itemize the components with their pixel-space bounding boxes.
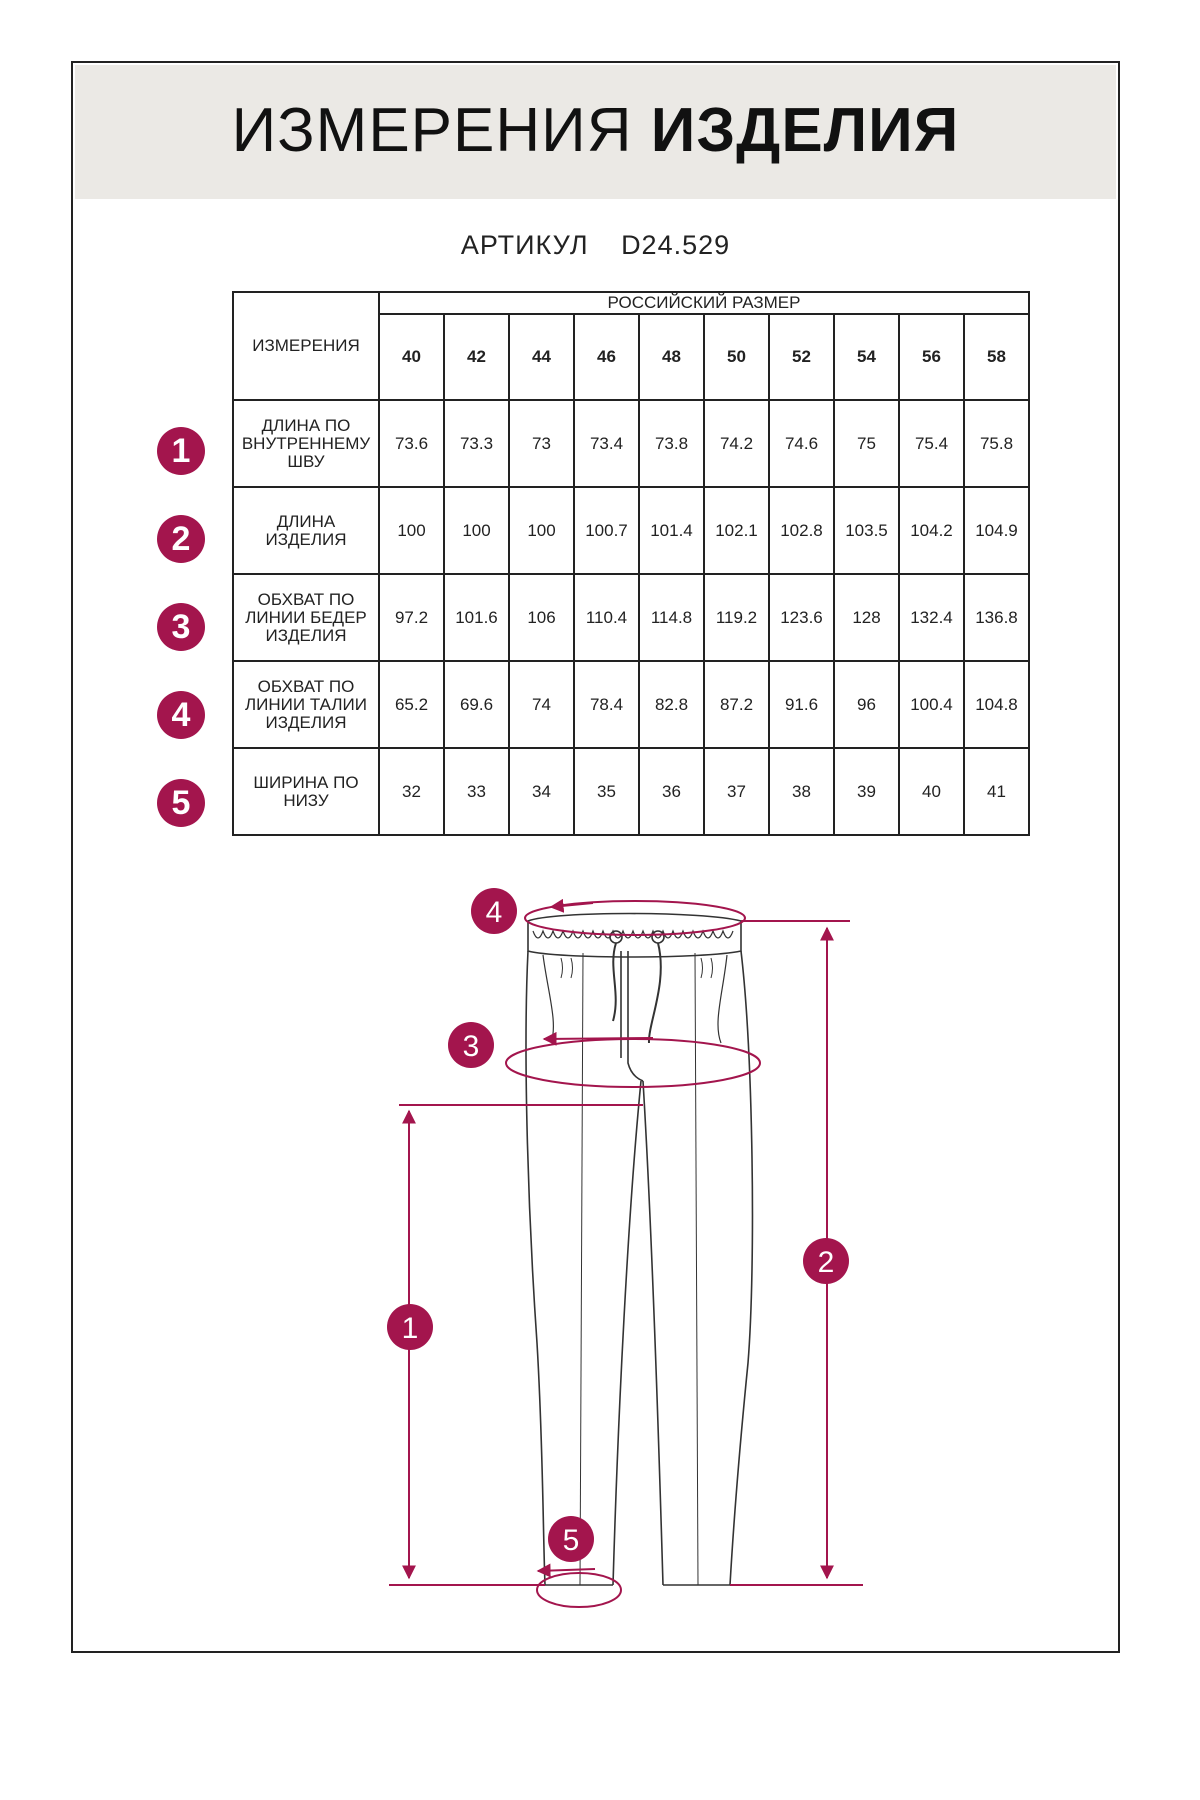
row-label: ДЛИНА ПО ВНУТРЕННЕМУ ШВУ bbox=[233, 400, 379, 487]
table-cell: 75 bbox=[834, 400, 899, 487]
article-label: АРТИКУЛ bbox=[460, 230, 589, 260]
table-cell: 100.7 bbox=[574, 487, 639, 574]
table-cell: 132.4 bbox=[899, 574, 964, 661]
table-cell: 100 bbox=[444, 487, 509, 574]
size-header: 44 bbox=[509, 314, 574, 400]
size-header: 56 bbox=[899, 314, 964, 400]
table-cell: 123.6 bbox=[769, 574, 834, 661]
table-cell: 75.8 bbox=[964, 400, 1029, 487]
table-cell: 87.2 bbox=[704, 661, 769, 748]
table-cell: 100 bbox=[379, 487, 444, 574]
table-cell: 73 bbox=[509, 400, 574, 487]
table-cell: 91.6 bbox=[769, 661, 834, 748]
title-bold: ИЗДЕЛИЯ bbox=[650, 96, 960, 165]
table-cell: 106 bbox=[509, 574, 574, 661]
table-cell: 96 bbox=[834, 661, 899, 748]
table-cell: 69.6 bbox=[444, 661, 509, 748]
diagram-label-2 bbox=[803, 1238, 849, 1284]
label-5-text: 5 bbox=[562, 1524, 580, 1557]
row-label: ШИРИНА ПО НИЗУ bbox=[233, 748, 379, 835]
size-header: 40 bbox=[379, 314, 444, 400]
row-number-badge: 3 bbox=[157, 603, 205, 651]
table-cell: 73.6 bbox=[379, 400, 444, 487]
table-cell: 101.6 bbox=[444, 574, 509, 661]
row-label: ОБХВАТ ПО ЛИНИИ ТАЛИИ ИЗДЕЛИЯ bbox=[233, 661, 379, 748]
diagram-label-3 bbox=[448, 1022, 494, 1068]
table-cell: 101.4 bbox=[639, 487, 704, 574]
table-cell: 102.8 bbox=[769, 487, 834, 574]
row-number-badge: 1 bbox=[157, 427, 205, 475]
size-header: 46 bbox=[574, 314, 639, 400]
size-header: 52 bbox=[769, 314, 834, 400]
table-cell: 119.2 bbox=[704, 574, 769, 661]
label-2-text: 2 bbox=[817, 1246, 835, 1279]
table-cell: 36 bbox=[639, 748, 704, 835]
table-cell: 37 bbox=[704, 748, 769, 835]
size-chart-card bbox=[71, 61, 1120, 1653]
table-cell: 103.5 bbox=[834, 487, 899, 574]
table-cell: 75.4 bbox=[899, 400, 964, 487]
row-number-badge: 4 bbox=[157, 691, 205, 739]
table-cell: 102.1 bbox=[704, 487, 769, 574]
trousers-outline bbox=[526, 914, 752, 1586]
table-cell: 41 bbox=[964, 748, 1029, 835]
row-number-badge: 5 bbox=[157, 779, 205, 827]
table-cell: 128 bbox=[834, 574, 899, 661]
table-cell: 35 bbox=[574, 748, 639, 835]
table-cell: 114.8 bbox=[639, 574, 704, 661]
table-cell: 136.8 bbox=[964, 574, 1029, 661]
table-cell: 74.2 bbox=[704, 400, 769, 487]
table-cell: 65.2 bbox=[379, 661, 444, 748]
table-cell: 33 bbox=[444, 748, 509, 835]
measurement-lines bbox=[389, 901, 863, 1607]
table-cell: 74 bbox=[509, 661, 574, 748]
size-header: 50 bbox=[704, 314, 769, 400]
table-cell: 97.2 bbox=[379, 574, 444, 661]
table-cell: 39 bbox=[834, 748, 899, 835]
label-4-text: 4 bbox=[485, 896, 503, 929]
row-label: ДЛИНА ИЗДЕЛИЯ bbox=[233, 487, 379, 574]
table-cell: 73.3 bbox=[444, 400, 509, 487]
label-3-text: 3 bbox=[462, 1030, 480, 1063]
size-header: 58 bbox=[964, 314, 1029, 400]
table-cell: 78.4 bbox=[574, 661, 639, 748]
row-label: ОБХВАТ ПО ЛИНИИ БЕДЕР ИЗДЕЛИЯ bbox=[233, 574, 379, 661]
corner-label: ИЗМЕРЕНИЯ bbox=[233, 292, 379, 400]
size-header: 54 bbox=[834, 314, 899, 400]
table-cell: 32 bbox=[379, 748, 444, 835]
table-cell: 40 bbox=[899, 748, 964, 835]
table-cell: 82.8 bbox=[639, 661, 704, 748]
table-cell: 100 bbox=[509, 487, 574, 574]
trousers-measurement-diagram bbox=[73, 63, 1118, 1651]
diagram-label-1 bbox=[387, 1304, 433, 1350]
row-number-badge: 2 bbox=[157, 515, 205, 563]
table-cell: 104.2 bbox=[899, 487, 964, 574]
table-cell: 104.9 bbox=[964, 487, 1029, 574]
group-header: РОССИЙСКИЙ РАЗМЕР bbox=[379, 292, 1029, 314]
table-cell: 73.4 bbox=[574, 400, 639, 487]
diagram-label-4 bbox=[471, 888, 517, 934]
size-header: 42 bbox=[444, 314, 509, 400]
table-cell: 38 bbox=[769, 748, 834, 835]
table-cell: 100.4 bbox=[899, 661, 964, 748]
title-light: ИЗМЕРЕНИЯ bbox=[231, 96, 633, 165]
size-header: 48 bbox=[639, 314, 704, 400]
article-code: D24.529 bbox=[621, 230, 731, 260]
table-cell: 74.6 bbox=[769, 400, 834, 487]
label-1-text: 1 bbox=[401, 1312, 419, 1345]
table-cell: 73.8 bbox=[639, 400, 704, 487]
diagram-label-5 bbox=[548, 1516, 594, 1562]
table-cell: 104.8 bbox=[964, 661, 1029, 748]
table-cell: 110.4 bbox=[574, 574, 639, 661]
table-cell: 34 bbox=[509, 748, 574, 835]
